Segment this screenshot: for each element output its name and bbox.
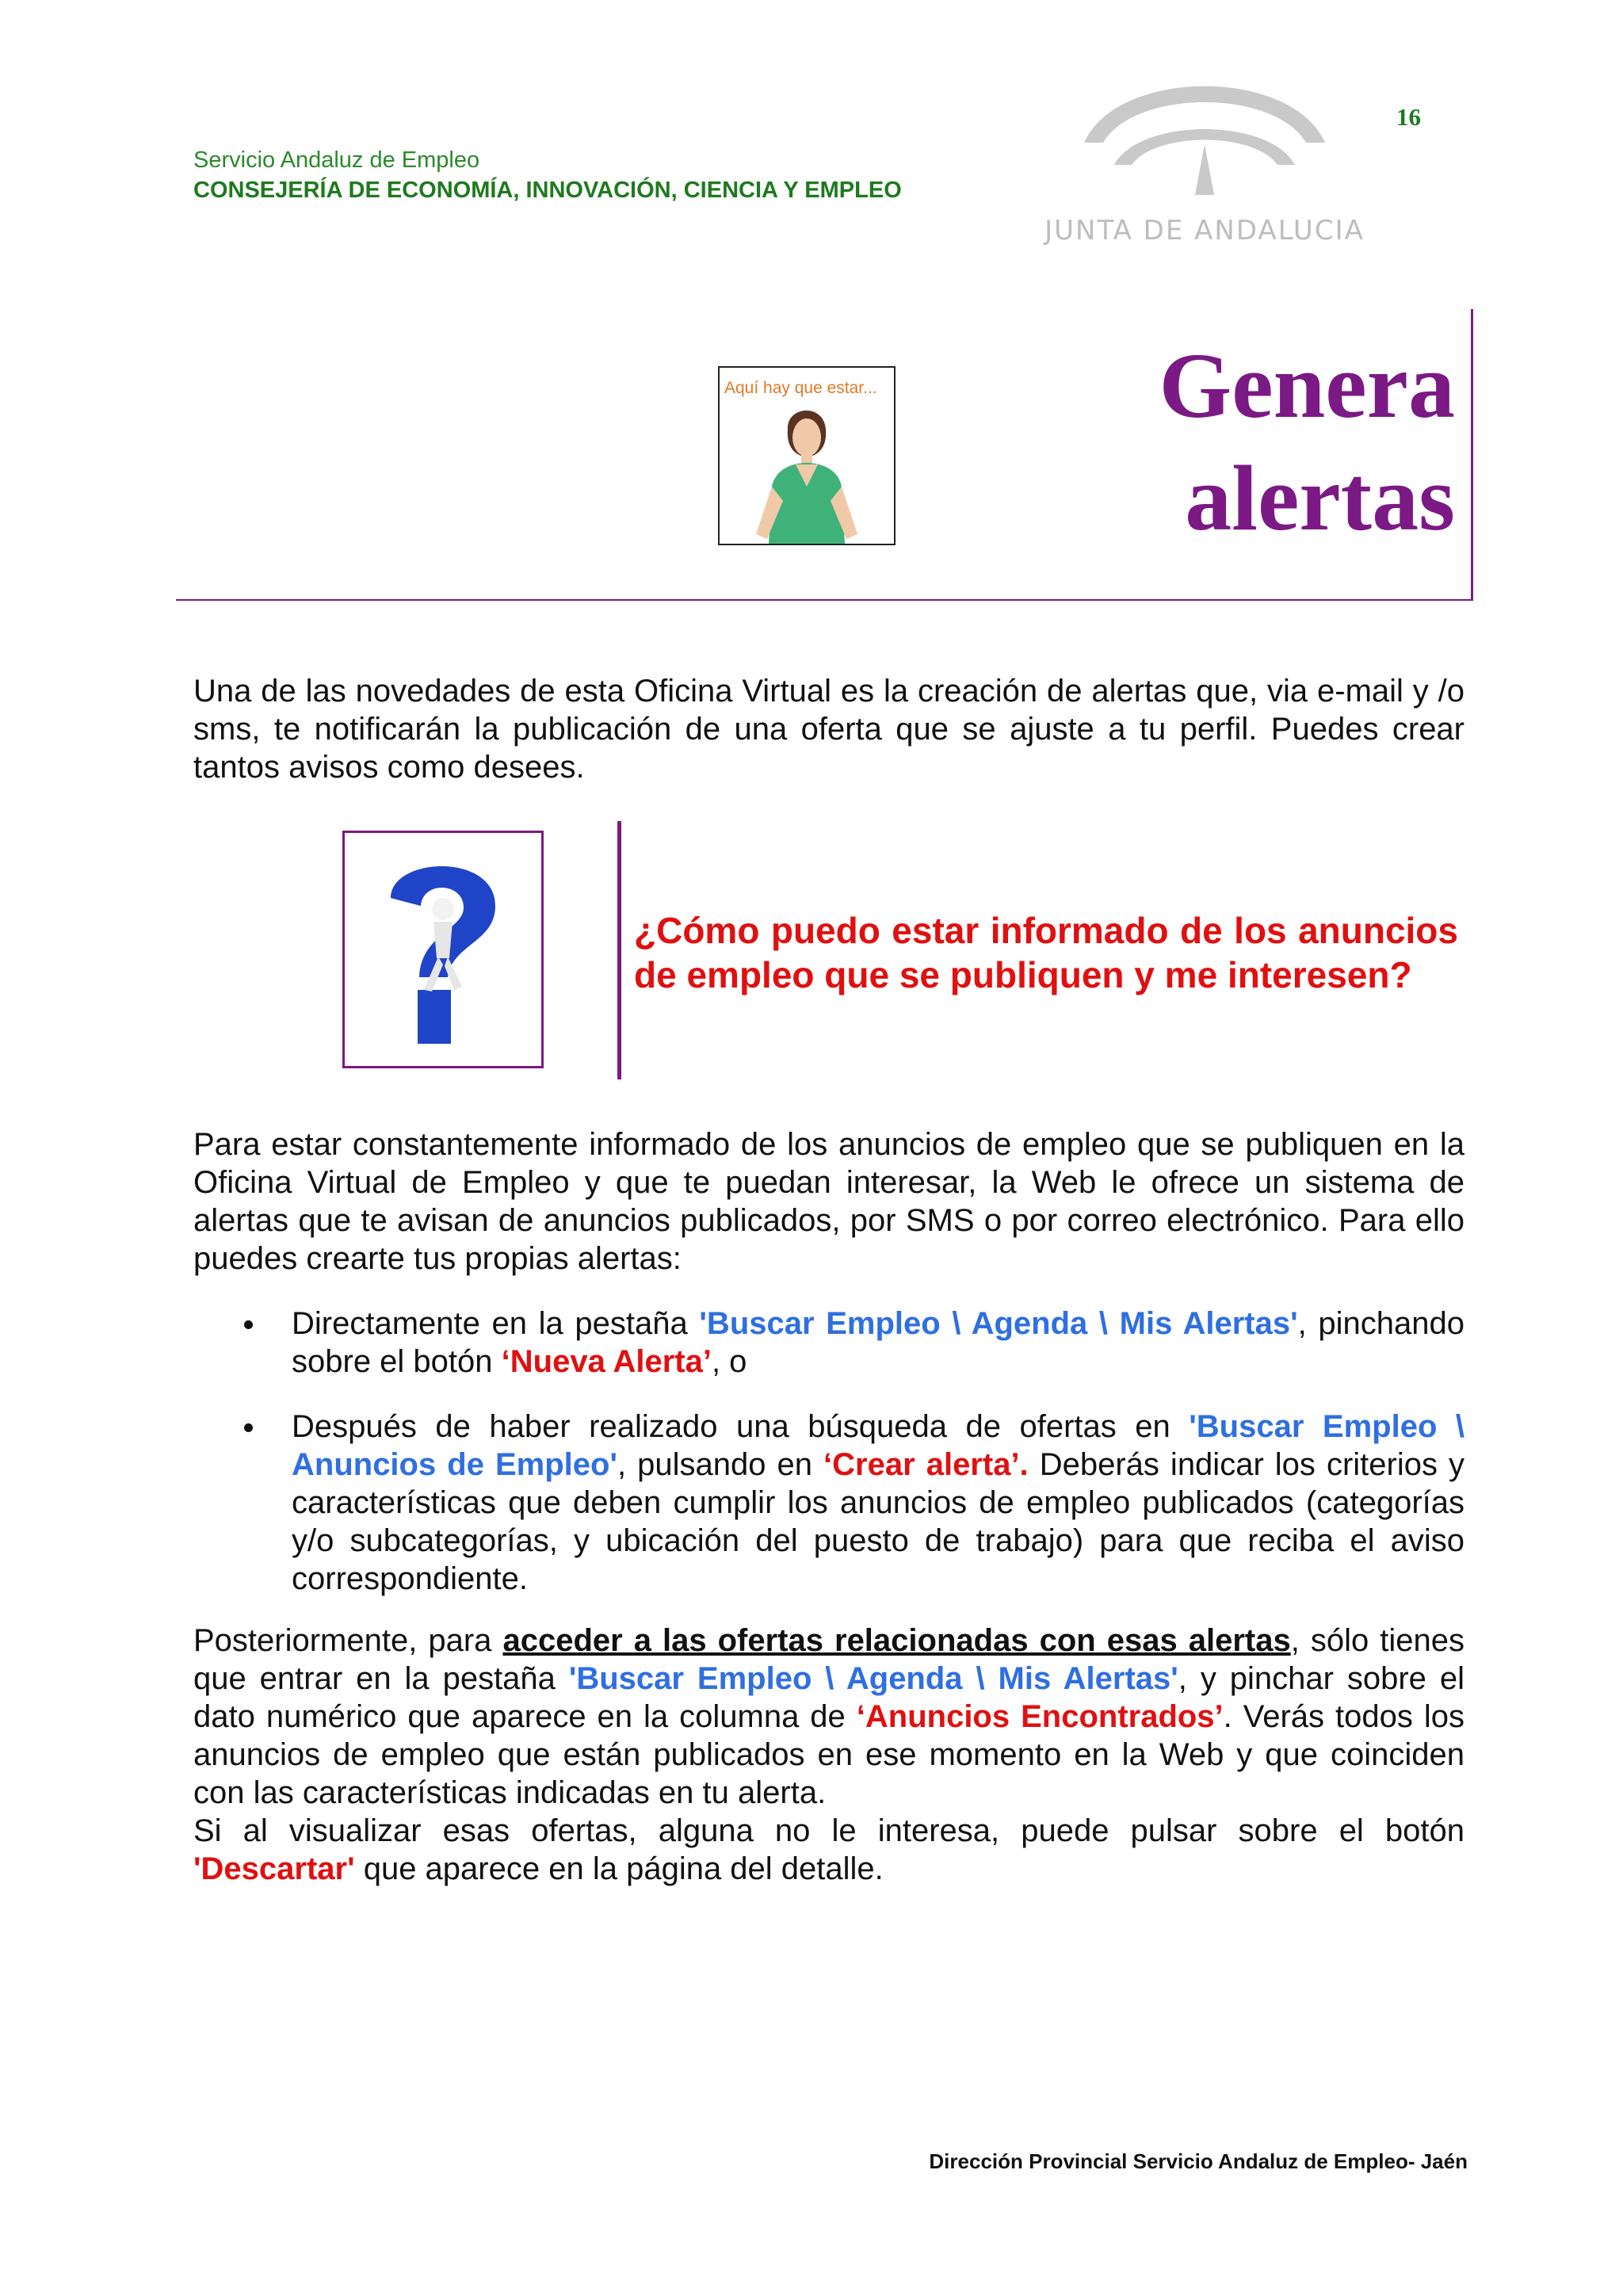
mis-alertas-link: 'Buscar Empleo \ Agenda \ Mis Alertas' xyxy=(699,1306,1298,1341)
underlined-phrase: acceder a las ofertas relacionadas con esas alertas xyxy=(502,1623,1291,1658)
question-divider xyxy=(617,821,621,1079)
crear-alerta-label: ‘Crear alerta’. xyxy=(823,1447,1029,1482)
bullet-marker xyxy=(242,1319,258,1335)
bullet-item-2: Después de haber realizado una búsqueda de ofertas en 'Buscar Empleo \ Anuncios de Empleo', pulsando en ‘Crear alerta’. Deberás indicar los criterios y características que deben cumplir los anuncios de empleo publicados (categorías y/o subcategorías, y ubicación del puesto de trabajo) para que reciba el aviso correspondiente. xyxy=(292,1409,1465,1596)
anuncios-empleo-link: 'Buscar Empleo \ Anuncios de Empleo' xyxy=(292,1409,1465,1482)
title-horizontal-rule xyxy=(176,599,1473,601)
page-footer: Dirección Provincial Servicio Andaluz de Empleo- Jaén xyxy=(929,2149,1468,2173)
bullet-marker xyxy=(242,1422,258,1438)
org-department: CONSEJERÍA DE ECONOMÍA, INNOVACIÓN, CIENCIA Y EMPLEO xyxy=(193,178,902,203)
bullet-item-1: Directamente en la pestaña 'Buscar Empleo \ Agenda \ Mis Alertas', pinchando sobre el botón ‘Nueva Alerta’, o xyxy=(292,1306,1465,1379)
page-title-line1: Genera xyxy=(1159,334,1455,437)
question-heading: ¿Cómo puedo estar informado de los anuncios de empleo que se publiquen y me interesen? xyxy=(634,910,1458,995)
page-title-line2: alertas xyxy=(1185,446,1455,550)
logo-text: JUNTA DE ANDALUCIA xyxy=(1044,215,1365,246)
intro-paragraph: Una de las novedades de esta Oficina Virtual es la creación de alertas que, via e-mail y /o sms, te notificarán la publicación de una oferta que se ajuste a tu perfil. Puedes crear tantos avisos como desees. xyxy=(193,674,1465,785)
question-mark-image xyxy=(342,831,544,1068)
woman-illustration xyxy=(720,368,894,544)
org-name: Servicio Andaluz de Empleo xyxy=(193,147,480,173)
explanation-paragraph: Para estar constantemente informado de los anuncios de empleo que se publiquen en la Oficina Virtual de Empleo y que te puedan interesar, la Web le ofrece un sistema de alertas que te avisan de anuncios publicados, por SMS o por correo electrónico. Para ello puedes crearte tus propias alertas: xyxy=(193,1127,1465,1276)
photo-caption: Aquí hay que estar... xyxy=(724,379,877,397)
nueva-alerta-label: ‘Nueva Alerta’ xyxy=(501,1344,712,1379)
page-number: 16 xyxy=(1396,103,1421,131)
woman-photo xyxy=(718,366,896,545)
question-mark-icon xyxy=(345,833,541,1066)
descartar-label: 'Descartar' xyxy=(193,1851,355,1886)
title-vertical-rule xyxy=(1471,309,1473,601)
mis-alertas-link-2: 'Buscar Empleo \ Agenda \ Mis Alertas' xyxy=(568,1661,1178,1696)
access-paragraph: Posteriormente, para acceder a las ofertas relacionadas con esas alertas, sólo tienes que entrar en la pestaña 'Buscar Empleo \ Agenda \ Mis Alertas', y pinchar sobre el dato numérico que aparece en la columna de ‘Anuncios Encontrados’. Verás todos los anuncios de empleo que están publicados en ese momento en la Web y que coinciden con las características indicadas en tu alerta. Si al visualizar esas ofertas, alguna no le interesa, puede pulsar sobre el botón 'Descartar' que aparece en la página del detalle. xyxy=(193,1623,1465,1886)
anuncios-encontrados-label: ‘Anuncios Encontrados’ xyxy=(856,1699,1224,1734)
junta-de-andalucia-logo xyxy=(1044,55,1365,254)
